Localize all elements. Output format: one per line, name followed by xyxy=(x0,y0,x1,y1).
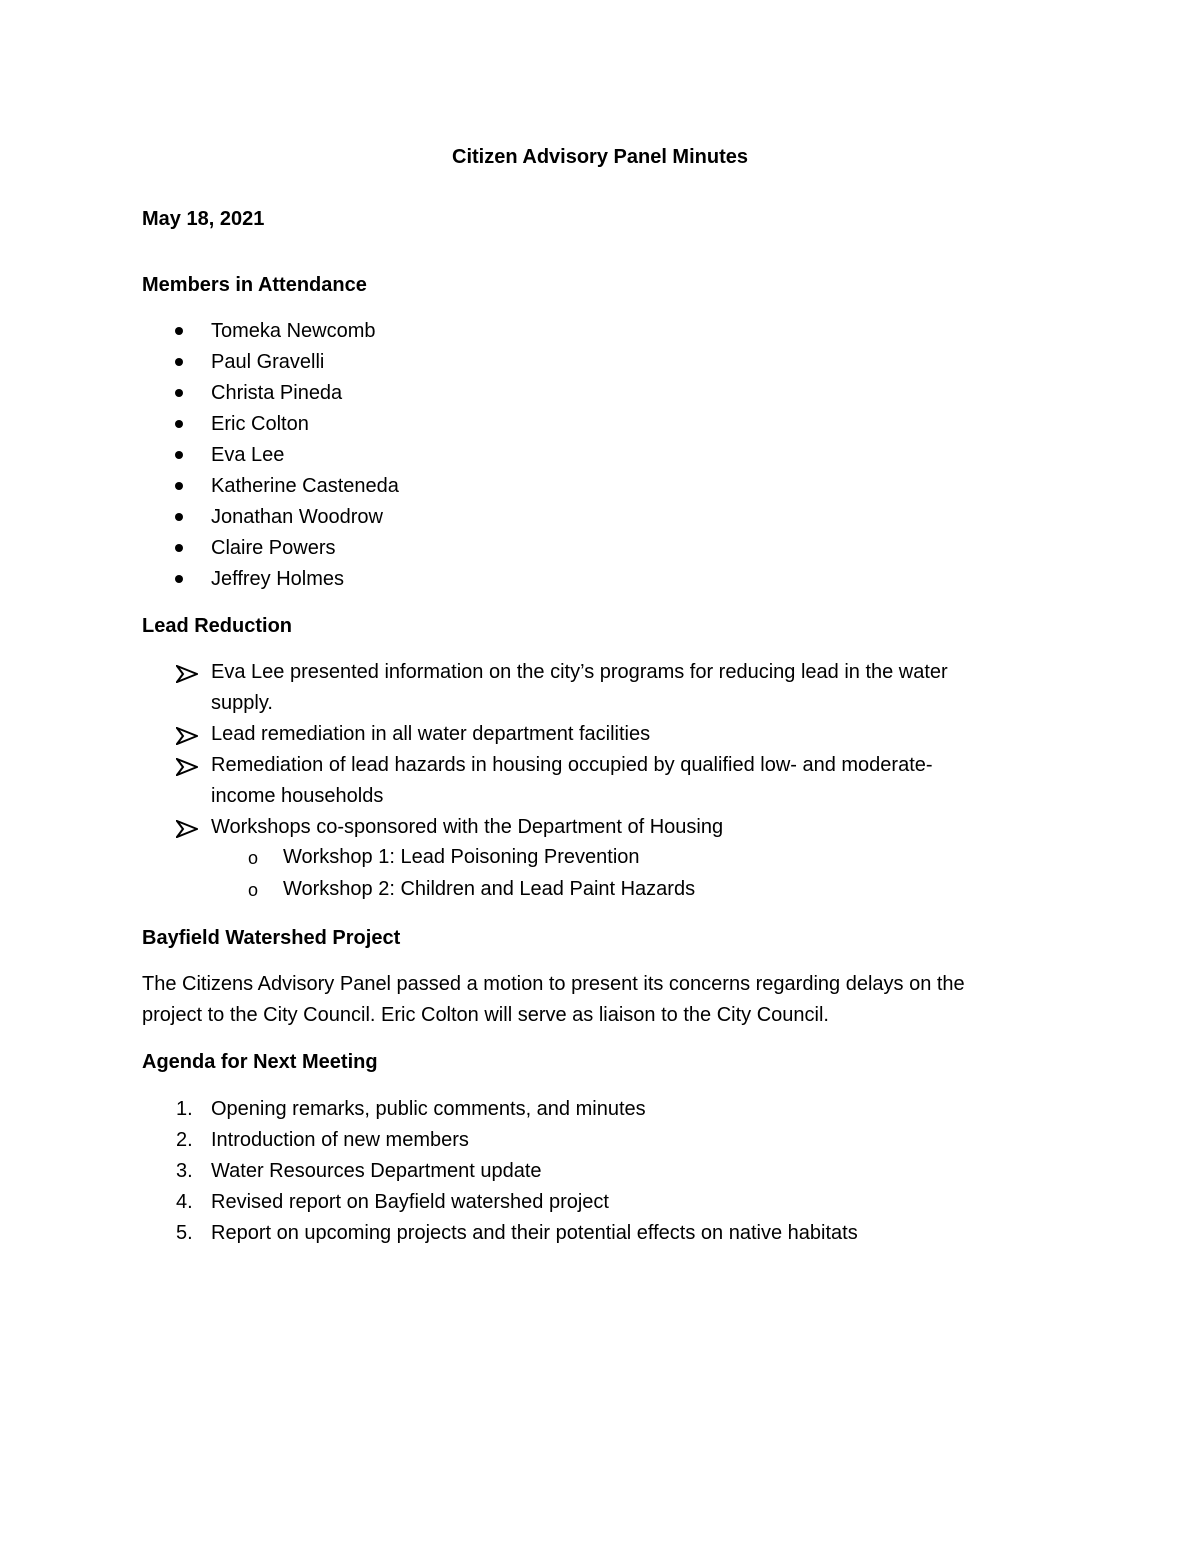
arrow-bullet-icon xyxy=(176,665,198,683)
circle-bullet-icon: o xyxy=(248,848,259,868)
list-number: 3. xyxy=(176,1160,193,1182)
watershed-heading: Bayfield Watershed Project xyxy=(142,927,401,949)
meeting-date: May 18, 2021 xyxy=(142,208,265,230)
list-item-text: Lead remediation in all water department facilities xyxy=(211,723,651,745)
member-name: Jeffrey Holmes xyxy=(211,568,345,590)
agenda-item-text: Introduction of new members xyxy=(211,1129,469,1151)
member-name: Eric Colton xyxy=(211,413,309,435)
member-name: Tomeka Newcomb xyxy=(211,320,376,342)
bullet-icon xyxy=(175,327,183,335)
list-number: 2. xyxy=(176,1129,193,1151)
watershed-paragraph-line: project to the City Council. Eric Colton will serve as liaison to the City Council. xyxy=(142,1004,829,1026)
bullet-icon xyxy=(175,544,183,552)
sub-list-item-text: Workshop 2: Children and Lead Paint Hazards xyxy=(283,878,696,900)
bullet-icon xyxy=(175,420,183,428)
list-item-text: Eva Lee presented information on the city’s programs for reducing lead in the water xyxy=(211,661,948,683)
agenda-item-text: Water Resources Department update xyxy=(211,1160,542,1182)
document-title: Citizen Advisory Panel Minutes xyxy=(452,146,748,168)
sub-list-item-text: Workshop 1: Lead Poisoning Prevention xyxy=(283,846,640,868)
list-item-text: Workshops co-sponsored with the Department of Housing xyxy=(211,816,724,838)
bullet-icon xyxy=(175,513,183,521)
list-number: 1. xyxy=(176,1098,193,1120)
list-item-text-continued: supply. xyxy=(211,692,273,714)
agenda-item-text: Revised report on Bayfield watershed project xyxy=(211,1191,609,1213)
list-item-text-continued: income households xyxy=(211,785,384,807)
member-name: Eva Lee xyxy=(211,444,285,466)
member-name: Katherine Casteneda xyxy=(211,475,399,497)
member-name: Jonathan Woodrow xyxy=(211,506,383,528)
agenda-heading: Agenda for Next Meeting xyxy=(142,1051,378,1073)
bullet-icon xyxy=(175,451,183,459)
arrow-bullet-icon xyxy=(176,758,198,776)
bullet-icon xyxy=(175,575,183,583)
member-name: Paul Gravelli xyxy=(211,351,325,373)
watershed-paragraph-line: The Citizens Advisory Panel passed a motion to present its concerns regarding delays on the xyxy=(142,973,965,995)
member-name: Claire Powers xyxy=(211,537,336,559)
agenda-item-text: Report on upcoming projects and their potential effects on native habitats xyxy=(211,1222,858,1244)
list-number: 5. xyxy=(176,1222,193,1244)
list-number: 4. xyxy=(176,1191,193,1213)
list-item-text: Remediation of lead hazards in housing occupied by qualified low- and moderate- xyxy=(211,754,933,776)
attendance-heading: Members in Attendance xyxy=(142,274,367,296)
member-name: Christa Pineda xyxy=(211,382,343,404)
bullet-icon xyxy=(175,358,183,366)
circle-bullet-icon: o xyxy=(248,880,259,900)
arrow-bullet-icon xyxy=(176,727,198,745)
arrow-bullet-icon xyxy=(176,820,198,838)
bullet-icon xyxy=(175,482,183,490)
bullet-icon xyxy=(175,389,183,397)
lead-reduction-heading: Lead Reduction xyxy=(142,615,293,637)
agenda-item-text: Opening remarks, public comments, and minutes xyxy=(211,1098,646,1120)
